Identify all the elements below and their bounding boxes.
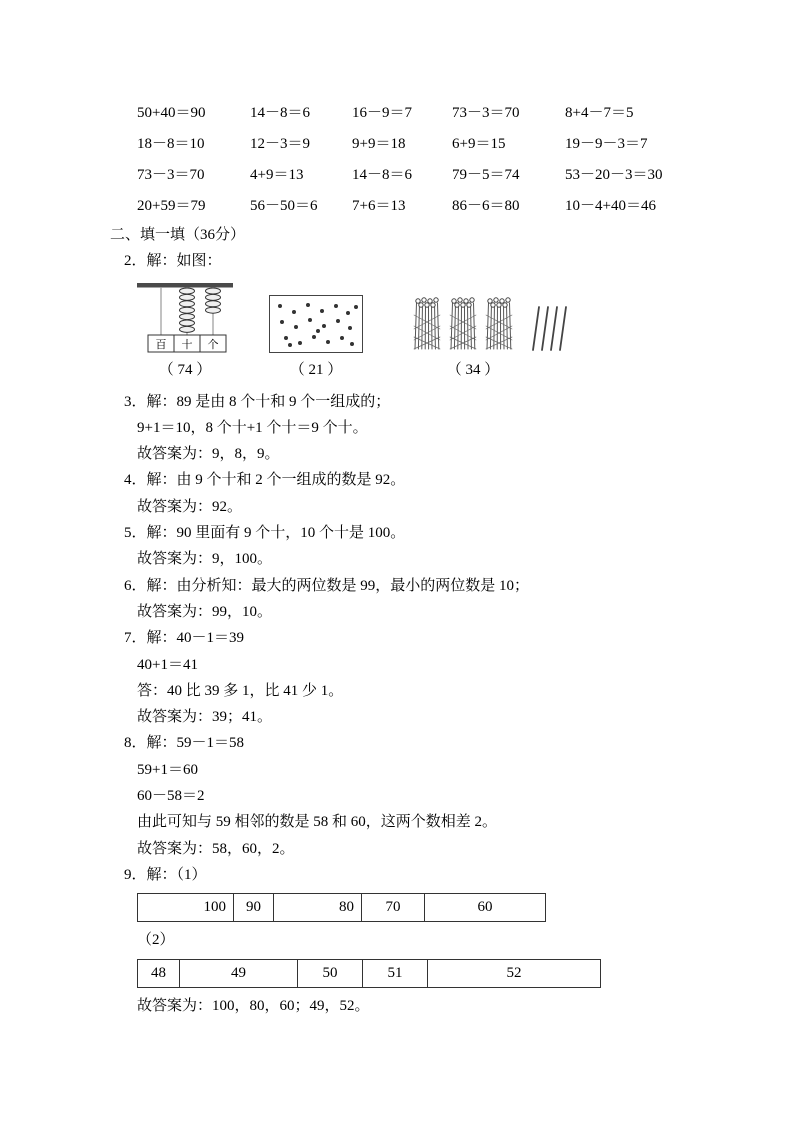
equation-cell: 86－6＝80: [452, 198, 520, 214]
dots-figure: [269, 295, 363, 379]
equation-cell: 7+6＝13: [352, 198, 406, 214]
equation-cell: 18－8＝10: [137, 136, 205, 152]
equation-cell: 53－20－3＝30: [565, 167, 663, 183]
abacus-ones-beads: [206, 288, 221, 313]
number-sequence-table-1: [137, 893, 546, 922]
place-label-tens: 十: [181, 338, 193, 351]
equation-cell: 20+59＝79: [137, 198, 206, 214]
question-2-figures: [137, 283, 724, 379]
answer-line: 8．解：59－1＝58: [124, 735, 245, 752]
table-cell: 80: [274, 894, 362, 922]
answer-line: 故答案为：9，8，9。: [137, 446, 280, 463]
equation-cell: 14－8＝6: [250, 105, 311, 121]
sticks-answer: （ 34 ）: [446, 361, 500, 378]
question-2-line: 2．解：如图：: [124, 253, 222, 270]
answer-line: 故答案为：58，60，2。: [137, 840, 295, 857]
answer-line: 3．解：89 是由 8 个十和 9 个一组成的；: [124, 393, 391, 410]
abacus-top-bar: [137, 283, 233, 288]
equation-cell: 9+9＝18: [352, 136, 406, 152]
equation-cell: 10－4+40＝46: [565, 198, 656, 214]
table-cell: 70: [362, 894, 425, 922]
table-cell: 60: [425, 894, 546, 922]
table-cell: 50: [298, 959, 363, 987]
question-9-line: 9．解：（1）: [124, 866, 207, 883]
answer-line: 9+1＝10，8 个十+1 个十＝9 个十。: [137, 419, 368, 436]
answer-line: 5．解：90 里面有 9 个十，10 个十是 100。: [124, 525, 406, 542]
abacus-figure: [137, 283, 233, 379]
table-cell: 49: [180, 959, 298, 987]
answer-line: 故答案为：92。: [137, 498, 243, 515]
equation-cell: 73－3＝70: [137, 167, 205, 183]
equation-cell: 14－8＝6: [352, 167, 413, 183]
equation-cell: 50+40＝90: [137, 105, 206, 121]
abacus-tens-beads: [180, 288, 195, 332]
answer-line: 60－58＝2: [137, 788, 205, 805]
answer-line: 故答案为：9，100。: [137, 551, 273, 568]
table-cell: 51: [363, 959, 428, 987]
table-cell: 100: [138, 894, 234, 922]
answer-line: 6．解：由分析知：最大的两位数是 99，最小的两位数是 10；: [124, 577, 530, 594]
table-cell: 90: [234, 894, 274, 922]
equation-cell: 12－3＝9: [250, 136, 311, 152]
sub-question-2-label: （2）: [137, 932, 175, 949]
dots-box: [269, 295, 363, 353]
place-label-hundreds: 百: [155, 338, 167, 351]
equation-cell: 16－9＝7: [352, 105, 413, 121]
table-row: [138, 894, 546, 922]
section-two-header: 二、填一填（36分）: [110, 227, 246, 243]
answer-line: 59+1＝60: [137, 761, 198, 778]
abacus-graphic: [137, 283, 233, 353]
dots-answer: （ 21 ）: [289, 361, 343, 378]
equation-cell: 79－5＝74: [452, 167, 520, 183]
equation-cell: 4+9＝13: [250, 167, 304, 183]
answer-line: 故答案为：100，80，60；49，52。: [137, 997, 370, 1014]
answer-line: 故答案为：99，10。: [137, 603, 273, 620]
oral-calculation-grid: [137, 98, 724, 222]
answer-line: 4．解：由 9 个十和 2 个一组成的数是 92。: [124, 472, 406, 489]
equation-cell: 73－3＝70: [452, 105, 520, 121]
answer-line: 40+1＝41: [137, 656, 198, 673]
table-row: [138, 959, 601, 987]
table-cell: 52: [428, 959, 601, 987]
answer-line: 故答案为：39；41。: [137, 709, 273, 726]
sticks-figure: [413, 295, 569, 379]
place-label-ones: 个: [207, 338, 219, 351]
equation-cell: 19－9－3＝7: [565, 136, 648, 152]
answer-line: 答：40 比 39 多 1，比 41 少 1。: [137, 682, 344, 699]
equation-cell: 6+9＝15: [452, 136, 506, 152]
equation-cell: 8+4－7＝5: [565, 105, 634, 121]
table-cell: 48: [138, 959, 180, 987]
sticks-graphic: [413, 295, 569, 353]
answer-line: 由此可知与 59 相邻的数是 58 和 60，这两个数相差 2。: [137, 814, 498, 831]
equation-cell: 56－50＝6: [250, 198, 318, 214]
abacus-answer: （ 74 ）: [158, 361, 212, 378]
answer-line: 7．解：40－1＝39: [124, 630, 245, 647]
number-sequence-table-2: [137, 959, 601, 988]
